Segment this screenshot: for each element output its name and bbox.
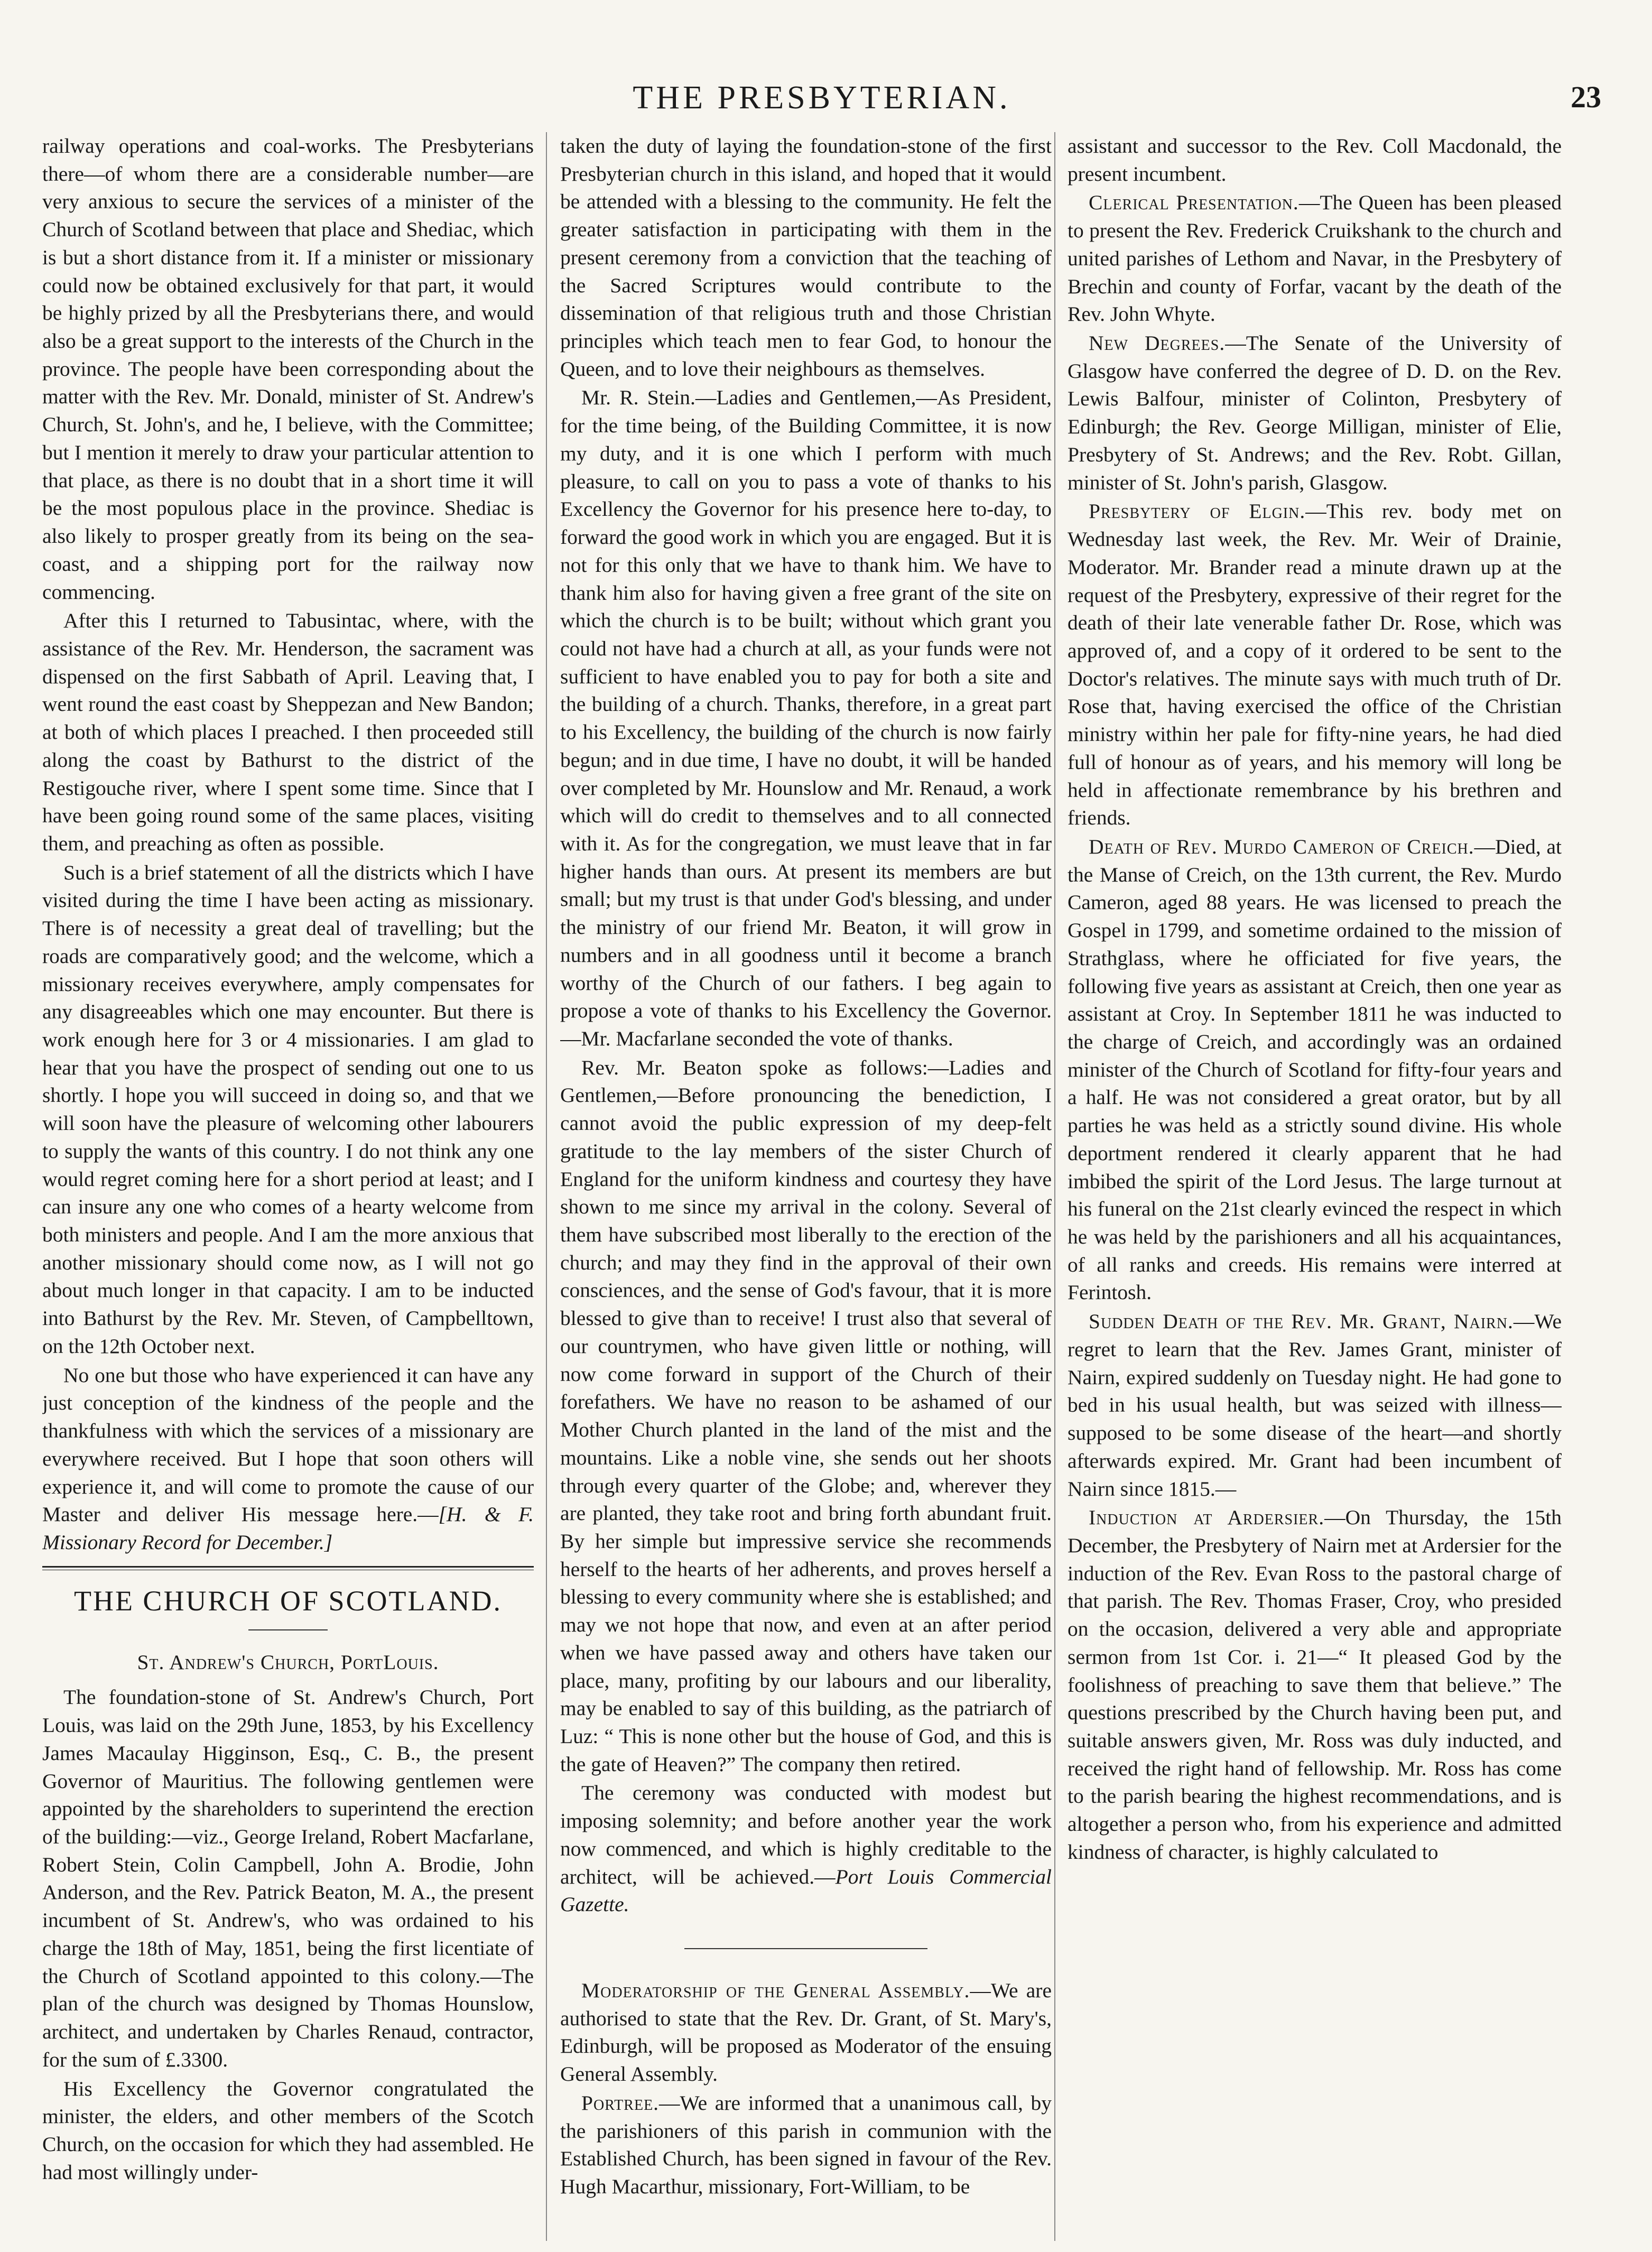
paragraph-text: —Died, at the Manse of Creich, on the 13th current, the Rev. Murdo Cameron, aged 88 years. He was licensed to preach the Gospel in 1799, and sometime ordained to the mission of Strathglass, where he officiated for five years, the following five years as assistant at Creich, then one year as assistant at Croy. In September 1811 he was inducted to the charge of Creich, and accordingly was an ordained minister of the Church of Scotland for fifty-four years and a half. He was not considered a great orator, but by all parties he was held as a strictly sound divine. His whole deportment rendered it clearly apparent that he had imbibed the spirit of the Lord Jesus. The large turnout at his funeral on the 21st clearly evinced the respect in which he was held by the parishioners and all his acquaintances, of all ranks and creeds. His remains were interred at Ferintosh. (1068, 835, 1562, 1304)
paragraph-text: —We are authorised to state that the Rev. Dr. Grant, of St. Mary's, Edinburgh, will be proposed as Moderator of the ensuing General Assembly. (560, 1979, 1052, 2086)
news-heading: Sudden Death of the Rev. Mr. Grant, Nairn. (1089, 1310, 1514, 1333)
paragraph-text: —The Queen has been pleased to present the Rev. Frederick Cruikshank to the church and united parishes of Lethom and Navar, in the Presbytery of Brechin and county of Forfar, vacant by the death of the Rev. John Whyte. (1068, 191, 1562, 326)
paragraph: The foundation-stone of St. Andrew's Church, Port Louis, was laid on the 29th June, 1853, by his Excellency James Macaulay Higginson, Esq., C. B., the present Governor of Mauritius. The following gentlemen were appointed by the shareholders to superintend the erection of the building:—viz., George Ireland, Robert Macfarlane, Robert Stein, Colin Campbell, John A. Brodie, John Anderson, and the Rev. Patrick Beaton, M. A., the present incumbent of St. Andrew's, who was ordained to his charge the 18th of May, 1851, being the first licentiate of the Church of Scotland appointed to this colony.—The plan of the church was designed by Thomas Hounslow, architect, and undertaken by Charles Renaud, contractor, for the sum of £.3300. (42, 1685, 534, 2071)
paragraph-text: —The Senate of the University of Glasgow have conferred the degree of D. D. on the Rev. Lewis Balfour, minister of Colinton, Presbytery of Edinburgh; the Rev. George Milligan, minister of Elie, Presbytery of St. Andrews; and the Rev. Robt. Gillan, minister of St. John's parish, Glasgow. (1068, 331, 1562, 494)
news-heading: Death of Rev. Murdo Cameron of Creich. (1089, 835, 1474, 858)
news-heading: Moderatorship of the General Assembly. (581, 1979, 970, 2002)
paragraph (1068, 189, 1562, 328)
paragraph (1068, 1308, 1562, 1503)
paragraph-text: No one but those who have experienced it can have any just conception of the kindness of the people and the thankfulness with which the services of a missionary are everywhere received. But I hope that soon others will experience it, and will come to promote the cause of our Master and deliver His message here.— (42, 1363, 534, 1526)
paragraph (1068, 497, 1562, 832)
paragraph-text: —We are informed that a unanimous call, by the parishioners of this parish in communion with the Established Church, has been signed in favour of the Rev. Hugh Macarthur, missionary, Fort-William, to be (560, 2091, 1052, 2199)
news-heading: Presbytery of Elgin. (1089, 499, 1306, 523)
paragraph (1068, 1504, 1562, 1866)
paragraph-text: The ceremony was conducted with modest but imposing solemnity; and before another year the work now commenced, and which is highly creditable to the architect, will be achieved.— (560, 1781, 1052, 1888)
page-header (42, 79, 1601, 127)
paragraph: taken the duty of laying the foundation-stone of the first Presbyterian church in this island, and hoped that it would be attended with a blessing to the community. He felt the greater satisfaction in participating with them in the present ceremony from a conviction that the teaching of the Sacred Scriptures would contribute to the dissemination of that religious truth and those Christian principles which teach men to fear God, to honour the Queen, and to love their neighbours as themselves. (560, 134, 1052, 381)
news-heading: Clerical Presentation. (1089, 191, 1299, 215)
column-divider (1054, 132, 1055, 2241)
news-heading: Portree. (581, 2091, 660, 2115)
paragraph: After this I returned to Tabusintac, where, with the assistance of the Rev. Mr. Henderson, the sacrament was dispensed on the first Sabbath of April. Leaving that, I went round the east coast by Sheppezan and New Bandon; at both of which places I preached. I then proceeded still along the coast by Bathurst to the district of the Restigouche river, where I spent some time. Since that I have been going round some of the same places, visiting them, and preaching as often as possible. (42, 609, 534, 855)
paragraph-text: —This rev. body met on Wednesday last week, the Rev. Mr. Weir of Drainie, Moderator. Mr. Brander read a minute drawn up at the request of the Presbytery, expressive of their regret for the death of their late venerable father Dr. Rose, which was approved of, and a copy of it ordered to be sent to the Doctor's relatives. The minute says with much truth of Dr. Rose that, having exercised the office of the Christian ministry within her pale for fifty-nine years, he had died full of honour as of years, and his memory will long be held in affectionate remembrance by his brethren and friends. (1068, 499, 1562, 830)
paragraph: Such is a brief statement of all the districts which I have visited during the time I have been acting as missionary. There is of necessity a great deal of travelling; but the roads are comparatively good; and the welcome, which a missionary receives everywhere, amply compensates for any disagreeables which one may encounter. But there is work enough here for 3 or 4 missionaries. I am glad to hear that you have the prospect of sending out one to us shortly. I hope you will succeed in doing so, and that we will soon have the pleasure of welcoming other labourers to supply the wants of this country. I do not think any one would regret coming here for a short period at least; and I can insure any one who comes of a hearty welcome from both ministers and people. And I am the more anxious that another missionary should come now, as I will not go about much longer in that capacity. I am to be inducted into Bathurst by the Rev. Mr. Steven, of Campbelltown, on the 12th October next. (42, 860, 534, 1358)
article-subheading: St. Andrew's Church, PortLouis. (137, 1650, 439, 1674)
column-right (1068, 132, 1562, 2241)
publication-title: THE PRESBYTERIAN. (633, 80, 1011, 116)
section-divider (42, 1566, 534, 1570)
paragraph: Rev. Mr. Beaton spoke as follows:—Ladies and Gentlemen,—Before pronouncing the benediction, I cannot avoid the public expression of my deep-felt gratitude to the lay members of the sister Church of England for the uniform kindness and courtesy they have shown to me since my arrival in the colony. Several of them have subscribed most liberally to the erection of the church; and may they find in the approval of their own consciences, and the sense of God's favour, that it is more blessed to give than to receive! I trust also that several of our countrymen, who have given little or nothing, will now come forward in support of the Church of their forefathers. We have no reason to be ashamed of our Mother Church planted in the land of the mist and the mountains. Like a noble vine, she sends out her shoots through every quarter of the Globe; and, wherever they are planted, they take root and bring forth abundant fruit. By her simple but impressive service she recommends herself to the hearts of her adherents, and proves herself a blessing to every community where she is established; and may we not hope that now, and even at an after period when we have passed away and others have taken our place, many, profiting by our labours and our liberality, may be enabled to say of this building, as the patriarch of Luz: “ This is none other but the house of God, and this is the gate of Heaven?” The company then retired. (560, 1055, 1052, 1776)
paragraph: assistant and successor to the Rev. Coll Macdonald, the present incumbent. (1068, 134, 1562, 186)
paragraph (560, 1977, 1052, 2088)
paragraph: Mr. R. Stein.—Ladies and Gentlemen,—As President, for the time being, of the Building Committee, it is now my duty, and it is one which I perform with much pleasure, to call on you to pass a vote of thanks to his Excellency the Governor for his presence here to-day, to forward the good work in which you are engaged. But it is not for this only that we have to thank him. We have to thank him also for having given a free grant of the site on which the church is to be built; without which grant you could not have had a church at all, as your funds were not sufficient to have enabled you to pay for both a site and the building of a church. Thanks, therefore, in a great part to his Excellency, the building of the church is now fairly begun; and in due time, I have no doubt, it will be handed over completed by Mr. Hounslow and Mr. Renaud, a work which will do credit to themselves and to all connected with it. As for the congregation, we must leave that in far higher hands than ours. At present its members are but small; but my trust is that under God's blessing, and under the ministry of our friend Mr. Beaton, it will grow in numbers and in all goodness until it become a branch worthy of the Church of our fathers. I beg again to propose a vote of thanks to his Excellency the Governor.—Mr. Macfarlane seconded the vote of thanks. (560, 386, 1052, 1050)
paragraph-text: —We regret to learn that the Rev. James Grant, minister of Nairn, expired suddenly on Tuesday night. He had gone to bed in his usual health, but was seized with illness—supposed to be some disease of the heart—and shortly afterwards expired. Mr. Grant had been incumbent of Nairn since 1815.— (1068, 1310, 1562, 1500)
paragraph-text: —On Thursday, the 15th December, the Presbytery of Nairn met at Ardersier for the induction of the Rev. Evan Ross to the pastoral charge of that parish. The Rev. Thomas Fraser, Croy, who presided on the occasion, delivered a very able and appropriate sermon from 1st Cor. i. 21—“ It pleased God by the foolishness of preaching to save them that believe.” The questions prescribed by the Church having been put, and suitable answers given, Mr. Ross was duly inducted, and received the right hand of fellowship. Mr. Ross has come to the parish bearing the highest recommendations, and is altogether a person who, from his experience and admitted kindness of character, is highly calculated to (1068, 1506, 1562, 1864)
page-number: 23 (1571, 80, 1601, 114)
source-citation: Port Louis Commercial Gazette. (560, 1865, 1052, 1916)
news-heading: Induction at Ardersier. (1089, 1506, 1325, 1530)
paragraph (1068, 329, 1562, 496)
paragraph (1068, 833, 1562, 1306)
title-rule (248, 1629, 328, 1630)
article-divider (684, 1948, 927, 1949)
section-title: THE CHURCH OF SCOTLAND. (73, 1584, 503, 1617)
column-divider (546, 132, 547, 2241)
column-left (42, 132, 534, 2241)
source-citation: [H. & F. Missionary Record for December.] (42, 1503, 534, 1554)
paragraph: railway operations and coal-works. The Presbyterians there—of whom there are a considerable number—are very anxious to secure the services of a minister of the Church of Scotland between that place and Shediac, which is but a short distance from it. If a minister or missionary could now be obtained exclusively for that part, it would be highly prized by all the Presbyterians there, and would also be a great support to the interests of the Church in the province. The people have been corresponding about the matter with the Rev. Mr. Donald, minister of St. Andrew's Church, St. John's, and he, I believe, with the Committee; but I mention it merely to draw your particular attention to that place, as there is no doubt that in a short time it will be the most populous place in the province. Shediac is also likely to prosper greatly from its being on the sea-coast, and a shipping port for the railway now commencing. (42, 134, 534, 604)
news-heading: New Degrees. (1089, 331, 1226, 355)
paragraph: His Excellency the Governor congratulated the minister, the elders, and other members of the Scotch Church, on the occasion for which they had assembled. He had most willingly under- (42, 2077, 534, 2184)
paragraph (560, 1779, 1052, 1919)
column-middle (560, 132, 1052, 2241)
paragraph (560, 2089, 1052, 2201)
paragraph (42, 1361, 534, 1556)
